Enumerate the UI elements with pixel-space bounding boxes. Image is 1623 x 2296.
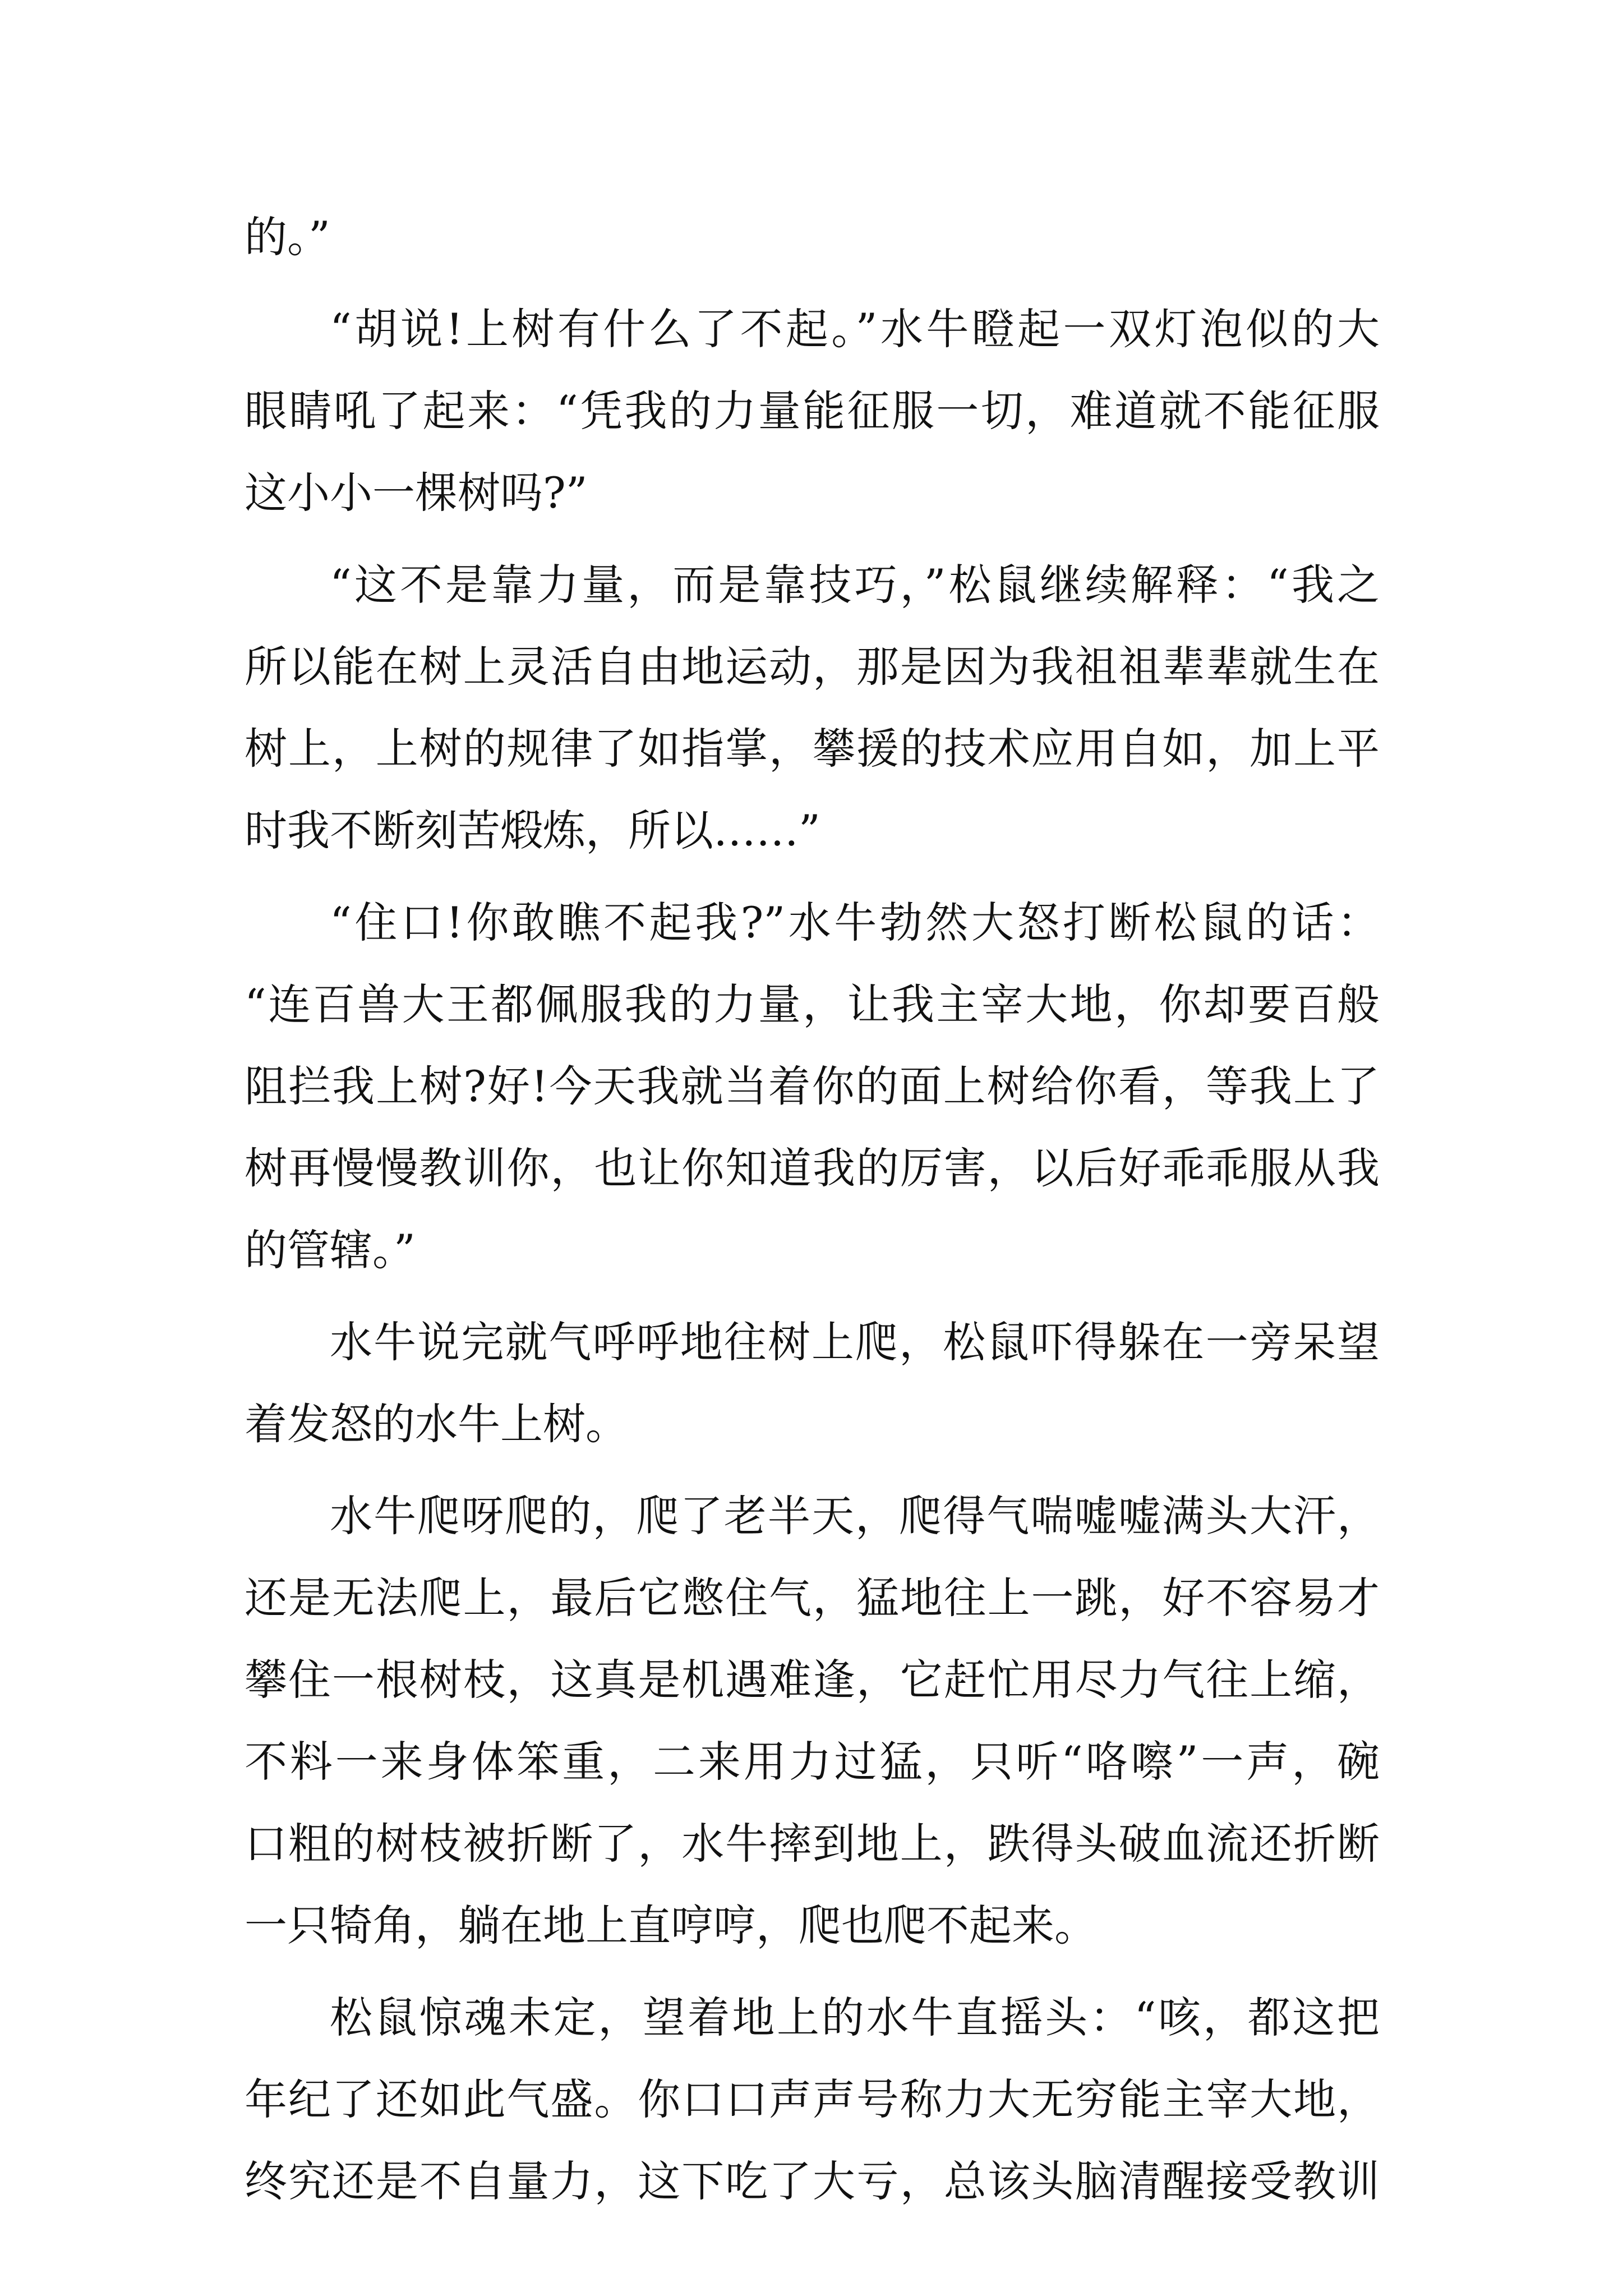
text-line: 这小小一棵树吗?” [245, 468, 588, 518]
text-line: 的管辖。” [245, 1225, 416, 1275]
text-line: 攀住一根树枝，这真是机遇难逢，它赶忙用尽力气往上缩， [245, 1655, 1380, 1705]
text-line: “连百兽大王都佩服我的力量，让我主宰大地，你却要百般 [245, 979, 1380, 1029]
text-line: 眼睛吼了起来：“凭我的力量能征服一切，难道就不能征服 [245, 386, 1380, 436]
text-line: 着发怒的水牛上树。 [245, 1399, 628, 1449]
text-line: 松鼠惊魂未定，望着地上的水牛直摇头：“咳，都这把 [330, 1993, 1380, 2042]
text-line: 的。” [245, 212, 330, 262]
text-line: 还是无法爬上，最后它憋住气，猛地往上一跳，好不容易才 [245, 1573, 1380, 1623]
text-line: 时我不断刻苦煅炼，所以……” [245, 806, 820, 855]
text-line: 不料一来身体笨重，二来用力过猛，只听“咯嚓”一声，碗 [245, 1737, 1380, 1787]
text-line: 终究还是不自量力，这下吃了大亏，总该头脑清醒接受教训 [245, 2156, 1380, 2206]
text-line: 树上，上树的规律了如指掌，攀援的技术应用自如，加上平 [245, 724, 1380, 774]
text-line: “这不是靠力量，而是靠技巧，”松鼠继续解释：“我之 [330, 560, 1380, 610]
text-line: “胡说!上树有什么了不起。”水牛瞪起一双灯泡似的大 [330, 304, 1380, 354]
body-text [245, 196, 1380, 2223]
text-line: 一只犄角，躺在地上直哼哼，爬也爬不起来。 [245, 1901, 1097, 1950]
text-line: 水牛说完就气呼呼地往树上爬，松鼠吓得躲在一旁呆望 [330, 1317, 1380, 1367]
text-line: 阻拦我上树?好!今天我就当着你的面上树给你看，等我上了 [245, 1061, 1380, 1111]
text-line: 水牛爬呀爬的，爬了老半天，爬得气喘嘘嘘满头大汗， [330, 1491, 1380, 1541]
text-line: 树再慢慢教训你，也让你知道我的厉害，以后好乖乖服从我 [245, 1143, 1380, 1193]
text-line: 口粗的树枝被折断了，水牛摔到地上，跌得头破血流还折断 [245, 1819, 1380, 1869]
text-line: “住口!你敢瞧不起我?”水牛勃然大怒打断松鼠的话： [330, 898, 1380, 947]
text-line: 所以能在树上灵活自由地运动，那是因为我祖祖辈辈就生在 [245, 642, 1380, 692]
text-line: 年纪了还如此气盛。你口口声声号称力大无穷能主宰大地， [245, 2074, 1380, 2124]
